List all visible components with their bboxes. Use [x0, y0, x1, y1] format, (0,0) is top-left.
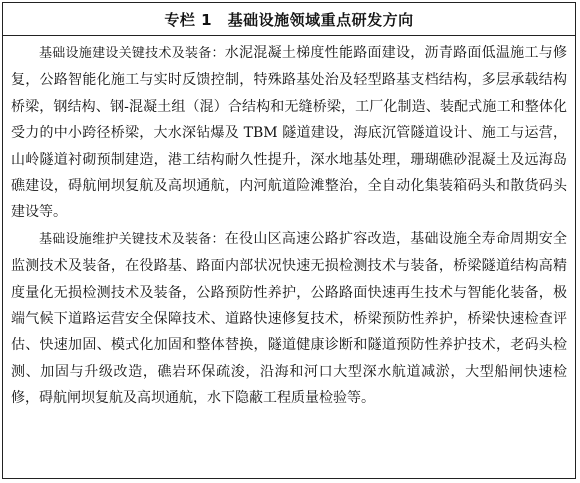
paragraph-maintenance	[11, 226, 567, 412]
paragraph-construction	[11, 40, 567, 226]
paragraph-body: 在役山区高速公路扩容改造，基础设施全寿命周期安全监测技术及装备，在役路基、路面内部状况快速无损检测技术与装备，桥梁隧道结构高精度量化无损检测技术及装备，公路预防性养护，公路路面快速再生技术与智能化装备，极端气候下道路运营安全保障技术、道路快速修复技术，桥梁预防性养护，桥梁快速检查评估、快速加固、模式化加固和整体替换，隧道健康诊断和隧道预防性养护技术，老码头检测、加固与升级改造，礁岩环保疏浚，沿海和河口大型深水航道减淤，大型船闸快速检修，碍航闸坝复航及高坝通航，水下隐蔽工程质量检验等。	[11, 230, 567, 407]
title-row	[3, 3, 575, 36]
column-title: 专栏 1 基础设施领域重点研发方向	[164, 10, 414, 29]
paragraph-heading: 基础设施维护关键技术及装备：	[39, 231, 225, 247]
paragraph-body: 水泥混凝土梯度性能路面建设，沥青路面低温施工与修复，公路智能化施工与实时反馈控制，特殊路基处治及轻型路基支档结构，多层承载结构桥梁，钢结构、钢-混凝土组（混）合结构和无缝桥梁，工厂化制造、装配式施工和整体化受力的中小跨径桥梁，大水深钻爆及 TBM 隧道建设，海底沉管隧道设计、施工与运营，山岭隧道衬砌预制建造，港工结构耐久性提升，深水地基处理，珊瑚礁砂混凝土及远海岛礁建设，碍航闸坝复航及高坝通航，内河航道险滩整治，全自动化集装箱码头和散货码头建设等。	[11, 45, 567, 221]
column-box	[2, 2, 576, 479]
paragraph-heading: 基础设施建设关键技术及装备：	[39, 46, 225, 61]
column-content	[3, 36, 575, 412]
